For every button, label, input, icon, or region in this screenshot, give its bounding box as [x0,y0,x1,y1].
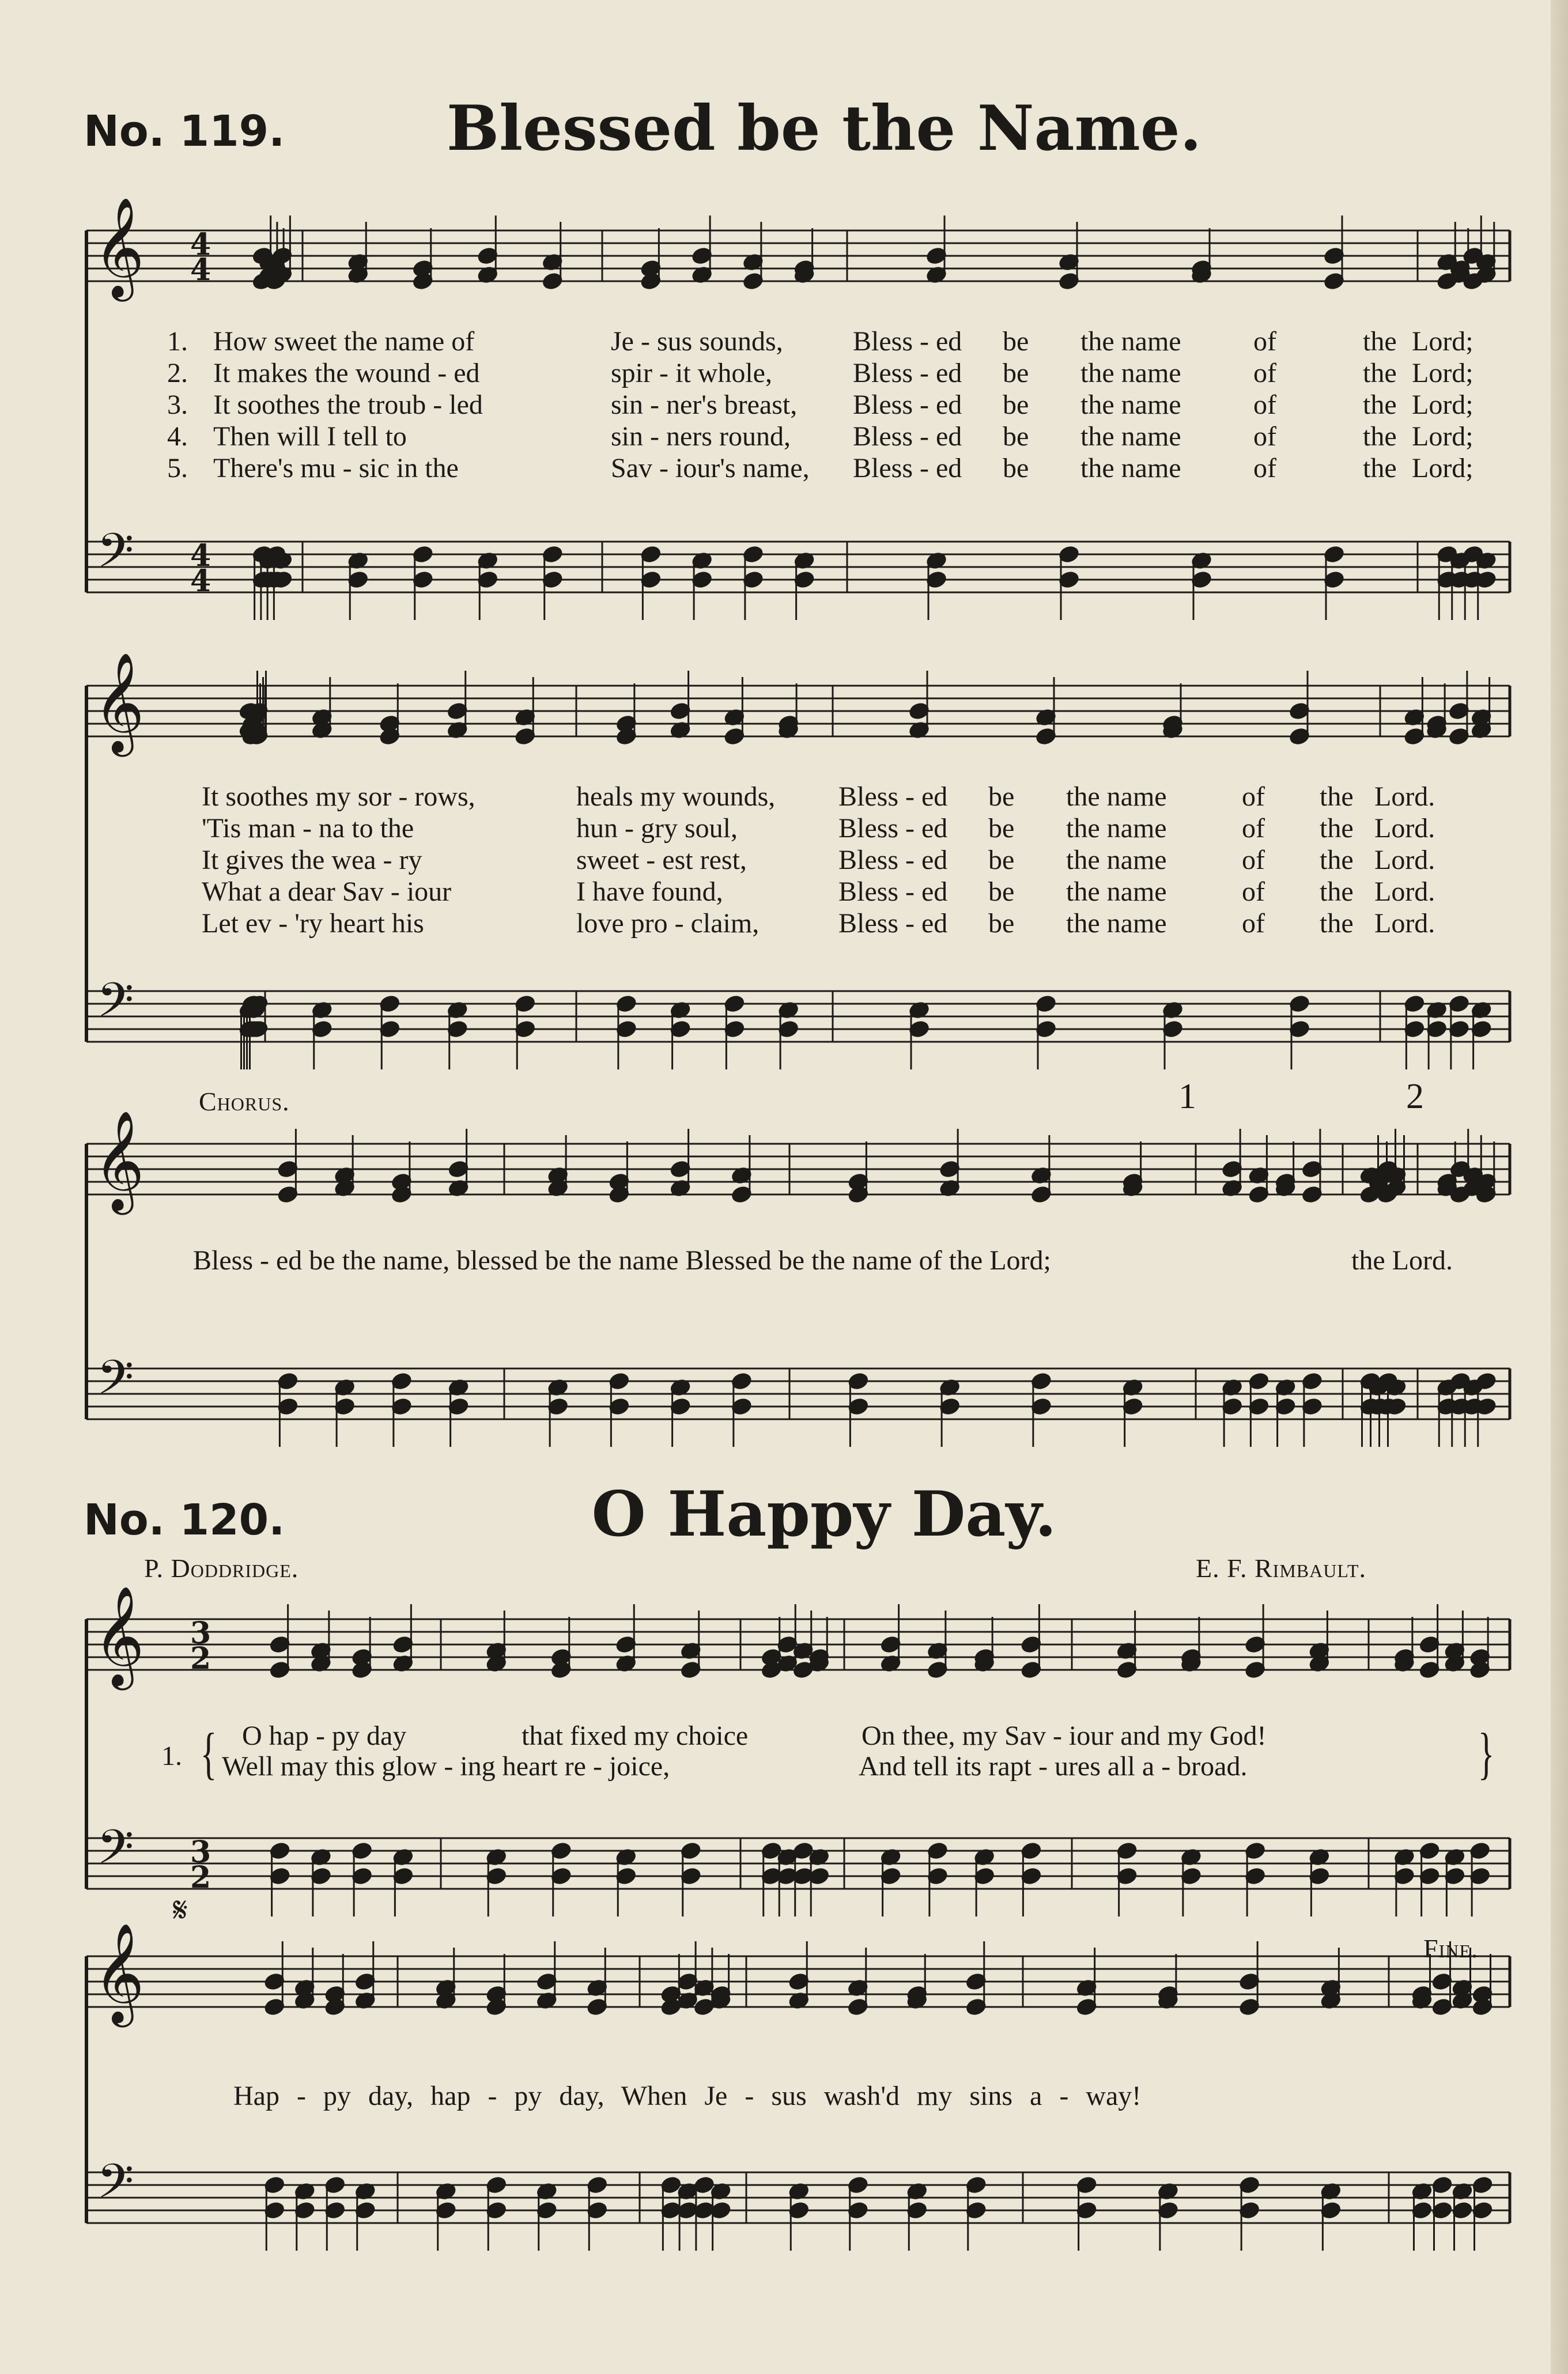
lyric-syllables: Bless - ed [853,326,962,357]
lyric-120-1c: On thee, my Sav - iour and my God! [862,1721,1267,1751]
lyric-syllables: Je - sus sounds, [611,326,783,357]
bass-clef-icon: 𝄢 [97,523,134,590]
lyric-syllables: Lord; [1412,421,1473,452]
lyric-syllables: be [1003,421,1029,452]
bass-clef-icon: 𝄢 [97,2153,134,2221]
hymn-120-number: No. 120. [84,1495,285,1545]
lyric-syllables: It soothes the troub - led [213,390,483,420]
lyric-syllables: 'Tis man - na to the [202,813,414,844]
svg-text:3: 3 [190,1616,211,1651]
lyric-syllables: be [1003,326,1029,357]
lyric-syllables: the [1320,781,1354,812]
lyric-syllables: the name [1080,326,1181,357]
chorus-label: Chorus. [199,1087,290,1116]
lyric-syllables: the [1363,326,1397,357]
lyric-syllables: of [1242,813,1265,844]
chorus-lyrics-end: the Lord. [1351,1245,1453,1276]
lyric-syllables: Bless - ed [838,908,948,939]
lyric-syllables: of [1242,781,1265,812]
lyric-syllables: I have found, [576,876,723,907]
treble-clef-icon: 𝄞 [93,1110,145,1211]
lyric-syllables: the name [1080,453,1181,483]
verse-number: 4. [167,421,188,452]
lyric-syllables: It soothes my sor - rows, [202,781,475,812]
lyric-120-2a: Well may this glow - ing heart re - joice, [222,1751,670,1782]
treble-clef-icon: 𝄞 [93,652,145,753]
lyric-syllables: Bless - ed [853,453,962,483]
lyric-syllables: be [988,781,1015,812]
lyric-syllables: be [988,908,1015,939]
lyric-120-1b: that fixed my choice [522,1721,749,1751]
lyric-syllables: sin - ners round, [611,421,791,452]
lyric-syllables: Bless - ed [838,813,948,844]
lyric-syllables: the name [1080,358,1181,388]
verse-number: 1. [167,326,188,357]
hymn-120-title: O Happy Day. [591,1478,1057,1551]
lyric-syllables: of [1253,390,1276,420]
chorus-lyrics: Bless - ed be the name, blessed be the name Blessed be the name of the Lord; [193,1245,1051,1276]
lyricist-credit: P. Doddridge. [144,1553,299,1583]
lyric-syllables: Bless - ed [838,845,948,875]
lyric-syllables: Bless - ed [838,876,948,907]
ending-1-label: 1 [1178,1077,1196,1116]
lyric-syllables: the [1363,421,1397,452]
svg-text:3: 3 [190,1835,211,1870]
refrain-lyrics: Hap - py day, hap - py day, When Je - sus wash'd my sins a - way! [233,2081,1142,2111]
lyric-syllables: the [1320,813,1354,844]
lyric-syllables: There's mu - sic in the [213,453,459,483]
lyric-syllables: Lord. [1374,845,1435,875]
lyric-syllables: of [1253,326,1276,357]
lyric-syllables: be [988,876,1015,907]
lyric-syllables: Lord. [1374,876,1435,907]
treble-clef-icon: 𝄞 [93,1586,145,1686]
lyric-syllables: the name [1080,390,1181,420]
lyric-syllables: Sav - iour's name, [611,453,810,483]
lyric-syllables: the name [1066,876,1167,907]
lyric-syllables: be [1003,453,1029,483]
lyric-syllables: Bless - ed [853,421,962,452]
brace-right: } [1478,1721,1495,1785]
ending-2-label: 2 [1406,1077,1424,1116]
hymn-119-number: No. 119. [84,107,285,156]
lyric-syllables: How sweet the name of [213,326,475,357]
verse-number: 5. [167,453,188,483]
verse-number: 2. [167,358,188,388]
lyric-syllables: love pro - claim, [576,908,760,939]
lyric-syllables: be [1003,358,1029,388]
lyric-syllables: Lord; [1412,326,1473,357]
lyric-syllables: What a dear Sav - iour [202,876,452,907]
lyric-syllables: Lord; [1412,358,1473,388]
lyric-syllables: heals my wounds, [576,781,776,812]
composer-credit: E. F. Rimbault. [1196,1553,1367,1583]
lyric-syllables: Lord. [1374,813,1435,844]
lyric-syllables: Let ev - 'ry heart his [202,908,424,939]
svg-text:4: 4 [190,252,211,288]
lyric-syllables: the name [1066,908,1167,939]
lyric-syllables: the [1363,390,1397,420]
svg-text:4: 4 [190,564,211,599]
lyric-syllables: sweet - est rest, [576,845,747,875]
lyric-syllables: sin - ner's breast, [611,390,798,420]
lyric-syllables: It gives the wea - ry [202,845,422,875]
segno-sign: 𝄋 [173,1890,188,1930]
lyric-syllables: of [1242,845,1265,875]
lyric-syllables: Then will I tell to [213,421,407,452]
lyric-syllables: Lord. [1374,908,1435,939]
lyric-syllables: Bless - ed [838,781,948,812]
lyric-120-2b: And tell its rapt - ures all a - broad. [859,1751,1248,1782]
lyric-syllables: the [1363,453,1397,483]
verse-number: 3. [167,390,188,420]
fine-marking: Fine. [1423,1934,1479,1963]
lyric-syllables: spir - it whole, [611,358,772,388]
lyric-syllables: of [1242,876,1265,907]
lyric-syllables: the name [1066,781,1167,812]
lyric-syllables: the [1320,845,1354,875]
lyric-syllables: the [1363,358,1397,388]
treble-clef-icon: 𝄞 [93,1923,145,2023]
lyric-syllables: the name [1066,845,1167,875]
lyric-syllables: of [1253,358,1276,388]
lyric-syllables: of [1242,908,1265,939]
hymn-119-title: Blessed be the Name. [446,92,1202,165]
treble-clef-icon: 𝄞 [93,197,145,297]
bass-clef-icon: 𝄢 [97,972,134,1039]
brace-left: { [200,1721,217,1785]
lyric-syllables: Bless - ed [853,358,962,388]
lyric-syllables: It makes the wound - ed [213,358,480,388]
svg-text:2: 2 [190,1860,211,1895]
lyric-syllables: Bless - ed [853,390,962,420]
lyric-syllables: Lord. [1374,781,1435,812]
lyric-syllables: be [988,845,1015,875]
lyric-syllables: Lord; [1412,390,1473,420]
svg-text:4: 4 [190,227,211,262]
lyric-syllables: Lord; [1412,453,1473,483]
lyric-syllables: be [1003,390,1029,420]
lyric-syllables: of [1253,453,1276,483]
svg-text:2: 2 [190,1641,211,1676]
lyric-120-1a: O hap - py day [242,1721,407,1751]
lyric-syllables: of [1253,421,1276,452]
svg-text:4: 4 [190,538,211,573]
lyric-syllables: the [1320,908,1354,939]
lyric-syllables: the name [1066,813,1167,844]
bass-clef-icon: 𝄢 [97,1819,134,1887]
bass-clef-icon: 𝄢 [97,1349,134,1417]
lyric-syllables: the name [1080,421,1181,452]
lyric-syllables: the [1320,876,1354,907]
lyric-syllables: hun - gry soul, [576,813,738,844]
verse-number-120: 1. [161,1741,182,1771]
lyric-syllables: be [988,813,1015,844]
